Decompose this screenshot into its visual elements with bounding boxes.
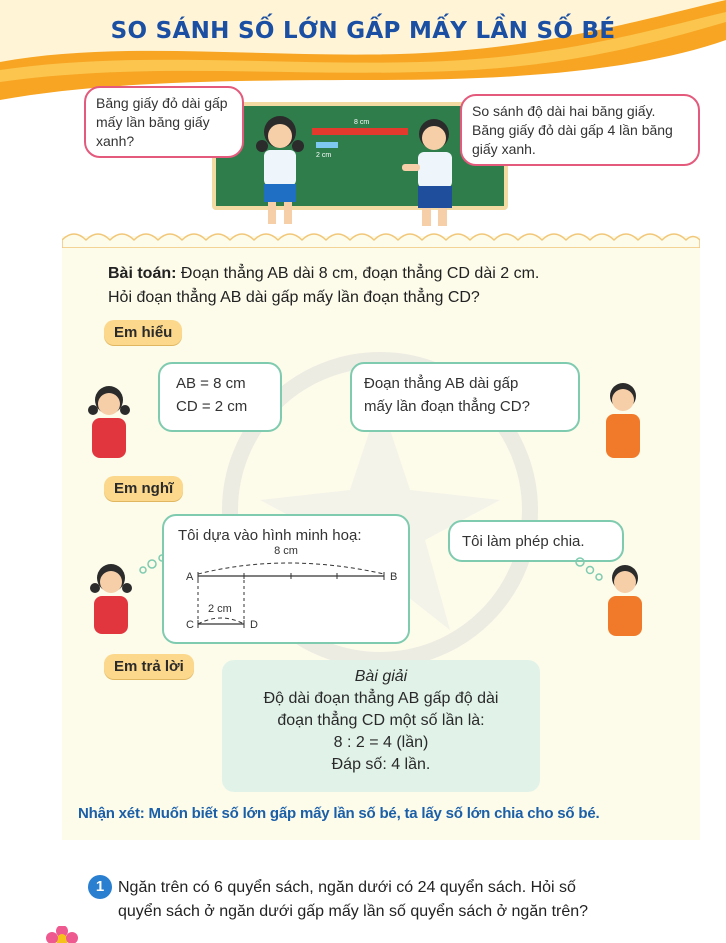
remark-note: Nhận xét: Muốn biết số lớn gấp mấy lần số bé, ta lấy số lớn chia cho số bé. [78, 805, 600, 822]
solution-answer: Đáp số: 4 lần. [331, 756, 431, 773]
ab-measure-label: 8 cm [274, 545, 298, 557]
em-hieu-left-bubble [158, 362, 282, 432]
blue-strip [316, 142, 338, 148]
exercise-line-1: Ngăn trên có 6 quyển sách, ngăn dưới có 24 quyển sách. Hỏi số [118, 879, 576, 896]
em-hieu-right-bubble [350, 362, 580, 432]
girl-avatar-2 [86, 560, 136, 638]
cd-measure-label: 2 cm [208, 603, 232, 615]
speech-bubble-right: So sánh độ dài hai băng giấy. Băng giấy đỏ dài gấp 4 lần băng giấy xanh. [460, 94, 700, 166]
flower-icon [40, 926, 84, 943]
solution-calculation: 8 : 2 = 4 (lần) [333, 734, 429, 751]
em-nghi-right-bubble: Tôi làm phép chia. [448, 520, 624, 562]
em-nghi-left-bubble [162, 514, 410, 644]
question-line-1: Đoạn thẳng AB dài gấp [364, 375, 519, 392]
point-d: D [250, 619, 258, 631]
ab-length: AB = 8 cm [176, 375, 246, 392]
segment-diagram [174, 544, 400, 638]
red-strip-label: 8 cm [354, 119, 370, 126]
problem-lead: Bài toán: [108, 265, 177, 282]
problem-line-1: Đoạn thẳng AB dài 8 cm, đoạn thẳng CD dài 2 cm. [176, 265, 540, 282]
em-nghi-tag: Em nghĩ [104, 476, 183, 501]
question-line-2: mấy lần đoạn thẳng CD? [364, 398, 530, 415]
page-title: SO SÁNH SỐ LỚN GẤP MẤY LẦN SỐ BÉ [110, 18, 616, 44]
em-tra-loi-tag: Em trả lời [104, 654, 194, 679]
problem-statement [108, 262, 539, 310]
girl-avatar-1 [84, 382, 134, 462]
boy-illustration [398, 112, 462, 228]
speech-bubble-left: Băng giấy đỏ dài gấp mấy lần băng giấy xanh? [84, 86, 244, 158]
diagram-caption: Tôi dựa vào hình minh hoạ: [178, 527, 362, 544]
solution-box [222, 660, 540, 792]
solution-line-2: đoạn thẳng CD một số lần là: [277, 712, 485, 729]
exercise-1 [118, 876, 588, 924]
em-hieu-tag: Em hiểu [104, 320, 182, 345]
solution-heading: Bài giải [354, 668, 408, 685]
solution-line-1: Độ dài đoạn thẳng AB gấp độ dài [263, 690, 499, 707]
point-c: C [186, 619, 194, 631]
blue-strip-label: 2 cm [316, 152, 332, 159]
boy-avatar-1 [598, 378, 648, 462]
point-b: B [390, 571, 398, 583]
point-a: A [186, 571, 194, 583]
panel-scalloped-edge [62, 228, 700, 248]
cd-length: CD = 2 cm [176, 398, 248, 415]
exercise-line-2: quyển sách ở ngăn dưới gấp mấy lần số quyển sách ở ngăn trên? [118, 903, 589, 920]
problem-line-2: Hỏi đoạn thẳng AB dài gấp mấy lần đoạn thẳng CD? [108, 289, 480, 306]
boy-avatar-2 [600, 560, 650, 640]
girl-illustration [250, 110, 310, 228]
red-strip [312, 128, 408, 135]
exercise-number-badge: 1 [88, 875, 112, 899]
